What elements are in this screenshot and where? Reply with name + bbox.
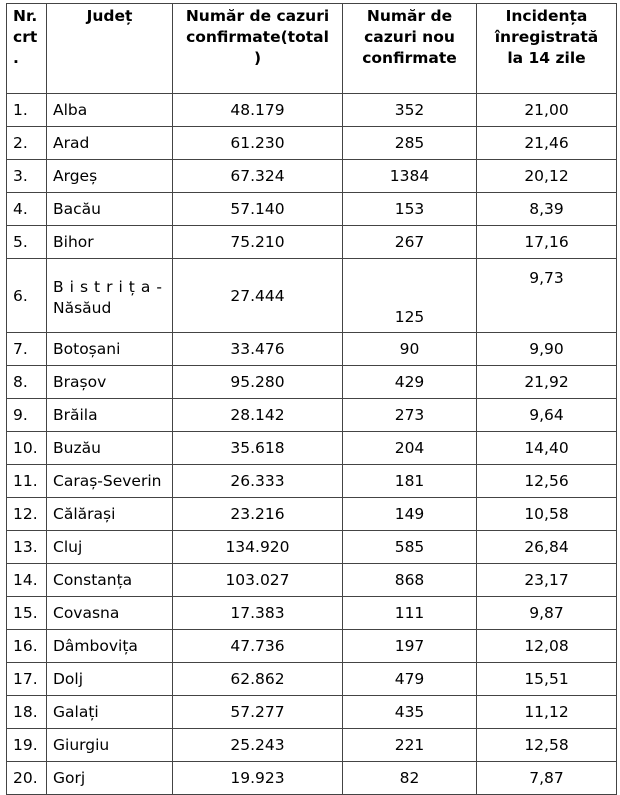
cell-nr: 13. xyxy=(7,531,47,564)
cell-nr: 3. xyxy=(7,160,47,193)
cell-noi: 1384 xyxy=(343,160,477,193)
cell-noi: 273 xyxy=(343,399,477,432)
cell-judet: Cluj xyxy=(47,531,173,564)
cell-judet: Călărași xyxy=(47,498,173,531)
cell-incidenta: 12,56 xyxy=(477,465,617,498)
table-row xyxy=(7,762,617,795)
cell-noi: 479 xyxy=(343,663,477,696)
cell-noi: 352 xyxy=(343,94,477,127)
cell-judet xyxy=(47,259,173,333)
cell-total: 48.179 xyxy=(173,94,343,127)
header-noi-confirmate: Număr de cazuri nou confirmate xyxy=(343,4,477,94)
cell-incidenta: 14,40 xyxy=(477,432,617,465)
table-row xyxy=(7,193,617,226)
cell-noi: 267 xyxy=(343,226,477,259)
table-row xyxy=(7,564,617,597)
cell-judet: Constanța xyxy=(47,564,173,597)
cell-noi: 125 xyxy=(343,259,477,333)
table-row xyxy=(7,465,617,498)
cell-incidenta: 9,64 xyxy=(477,399,617,432)
cell-total: 134.920 xyxy=(173,531,343,564)
cell-incidenta: 26,84 xyxy=(477,531,617,564)
cell-total: 33.476 xyxy=(173,333,343,366)
cell-nr: 14. xyxy=(7,564,47,597)
cell-total: 35.618 xyxy=(173,432,343,465)
cell-incidenta: 11,12 xyxy=(477,696,617,729)
header-confirmate-total: Număr de cazuri confirmate(total ) xyxy=(173,4,343,94)
cell-nr: 19. xyxy=(7,729,47,762)
table-row xyxy=(7,630,617,663)
cell-incidenta: 9,90 xyxy=(477,333,617,366)
cell-noi: 429 xyxy=(343,366,477,399)
cell-noi: 181 xyxy=(343,465,477,498)
cell-judet-line1: Bistrița- xyxy=(53,277,168,296)
cell-judet: Brașov xyxy=(47,366,173,399)
cell-nr: 20. xyxy=(7,762,47,795)
cell-incidenta: 12,08 xyxy=(477,630,617,663)
cell-total: 57.277 xyxy=(173,696,343,729)
cell-nr: 18. xyxy=(7,696,47,729)
table-row xyxy=(7,226,617,259)
cell-total: 67.324 xyxy=(173,160,343,193)
cell-total: 57.140 xyxy=(173,193,343,226)
cell-noi: 90 xyxy=(343,333,477,366)
cell-noi: 111 xyxy=(343,597,477,630)
table-row xyxy=(7,127,617,160)
cell-judet: Dâmbovița xyxy=(47,630,173,663)
table-row xyxy=(7,597,617,630)
cell-total: 62.862 xyxy=(173,663,343,696)
cell-incidenta: 8,39 xyxy=(477,193,617,226)
cell-incidenta: 9,73 xyxy=(477,259,617,333)
cell-total: 23.216 xyxy=(173,498,343,531)
cell-judet: Brăila xyxy=(47,399,173,432)
cell-judet: Alba xyxy=(47,94,173,127)
header-incidenta: Incidența înregistrată la 14 zile xyxy=(477,4,617,94)
cell-judet: Bacău xyxy=(47,193,173,226)
cell-incidenta: 12,58 xyxy=(477,729,617,762)
table-row xyxy=(7,259,617,333)
cell-nr: 5. xyxy=(7,226,47,259)
table-row xyxy=(7,663,617,696)
table-row xyxy=(7,696,617,729)
cell-judet: Dolj xyxy=(47,663,173,696)
cell-nr: 2. xyxy=(7,127,47,160)
cell-nr: 8. xyxy=(7,366,47,399)
cell-total: 103.027 xyxy=(173,564,343,597)
cell-noi: 149 xyxy=(343,498,477,531)
cell-judet: Caraș-Severin xyxy=(47,465,173,498)
table-row xyxy=(7,366,617,399)
cell-judet: Covasna xyxy=(47,597,173,630)
table-row xyxy=(7,498,617,531)
cell-incidenta: 17,16 xyxy=(477,226,617,259)
cell-judet: Galați xyxy=(47,696,173,729)
cell-nr: 16. xyxy=(7,630,47,663)
cell-nr: 1. xyxy=(7,94,47,127)
cell-nr: 15. xyxy=(7,597,47,630)
cell-nr: 9. xyxy=(7,399,47,432)
cell-total: 47.736 xyxy=(173,630,343,663)
cell-nr: 12. xyxy=(7,498,47,531)
cell-total: 26.333 xyxy=(173,465,343,498)
cell-noi: 868 xyxy=(343,564,477,597)
cell-total: 19.923 xyxy=(173,762,343,795)
cell-judet: Giurgiu xyxy=(47,729,173,762)
table-row xyxy=(7,399,617,432)
cell-judet: Buzău xyxy=(47,432,173,465)
covid-cases-table xyxy=(6,3,617,795)
cell-nr: 17. xyxy=(7,663,47,696)
table-row xyxy=(7,432,617,465)
cell-incidenta: 9,87 xyxy=(477,597,617,630)
cell-judet: Argeș xyxy=(47,160,173,193)
cell-judet: Bihor xyxy=(47,226,173,259)
cell-noi: 197 xyxy=(343,630,477,663)
cell-incidenta: 23,17 xyxy=(477,564,617,597)
table-row xyxy=(7,160,617,193)
table-row xyxy=(7,333,617,366)
cell-noi: 153 xyxy=(343,193,477,226)
header-nr: Nr. crt . xyxy=(7,4,47,94)
cell-total: 95.280 xyxy=(173,366,343,399)
cell-incidenta: 21,00 xyxy=(477,94,617,127)
cell-incidenta: 20,12 xyxy=(477,160,617,193)
header-judet: Județ xyxy=(47,4,173,94)
cell-total: 25.243 xyxy=(173,729,343,762)
cell-total: 28.142 xyxy=(173,399,343,432)
cell-nr: 10. xyxy=(7,432,47,465)
cell-noi: 285 xyxy=(343,127,477,160)
cell-noi: 204 xyxy=(343,432,477,465)
cell-judet: Gorj xyxy=(47,762,173,795)
table-row xyxy=(7,94,617,127)
cell-incidenta: 7,87 xyxy=(477,762,617,795)
cell-judet: Botoșani xyxy=(47,333,173,366)
cell-incidenta: 15,51 xyxy=(477,663,617,696)
cell-nr: 6. xyxy=(7,259,47,333)
cell-nr: 7. xyxy=(7,333,47,366)
cell-judet: Arad xyxy=(47,127,173,160)
cell-total: 75.210 xyxy=(173,226,343,259)
cell-judet-line2: Năsăud xyxy=(53,298,112,317)
cell-nr: 11. xyxy=(7,465,47,498)
cell-noi: 82 xyxy=(343,762,477,795)
cell-incidenta: 10,58 xyxy=(477,498,617,531)
header-row xyxy=(7,4,617,94)
cell-incidenta: 21,46 xyxy=(477,127,617,160)
cell-incidenta: 21,92 xyxy=(477,366,617,399)
cell-total: 27.444 xyxy=(173,259,343,333)
table-row xyxy=(7,531,617,564)
cell-noi: 435 xyxy=(343,696,477,729)
cell-total: 61.230 xyxy=(173,127,343,160)
cell-noi: 585 xyxy=(343,531,477,564)
cell-noi: 221 xyxy=(343,729,477,762)
table-row xyxy=(7,729,617,762)
cell-nr: 4. xyxy=(7,193,47,226)
cell-total: 17.383 xyxy=(173,597,343,630)
